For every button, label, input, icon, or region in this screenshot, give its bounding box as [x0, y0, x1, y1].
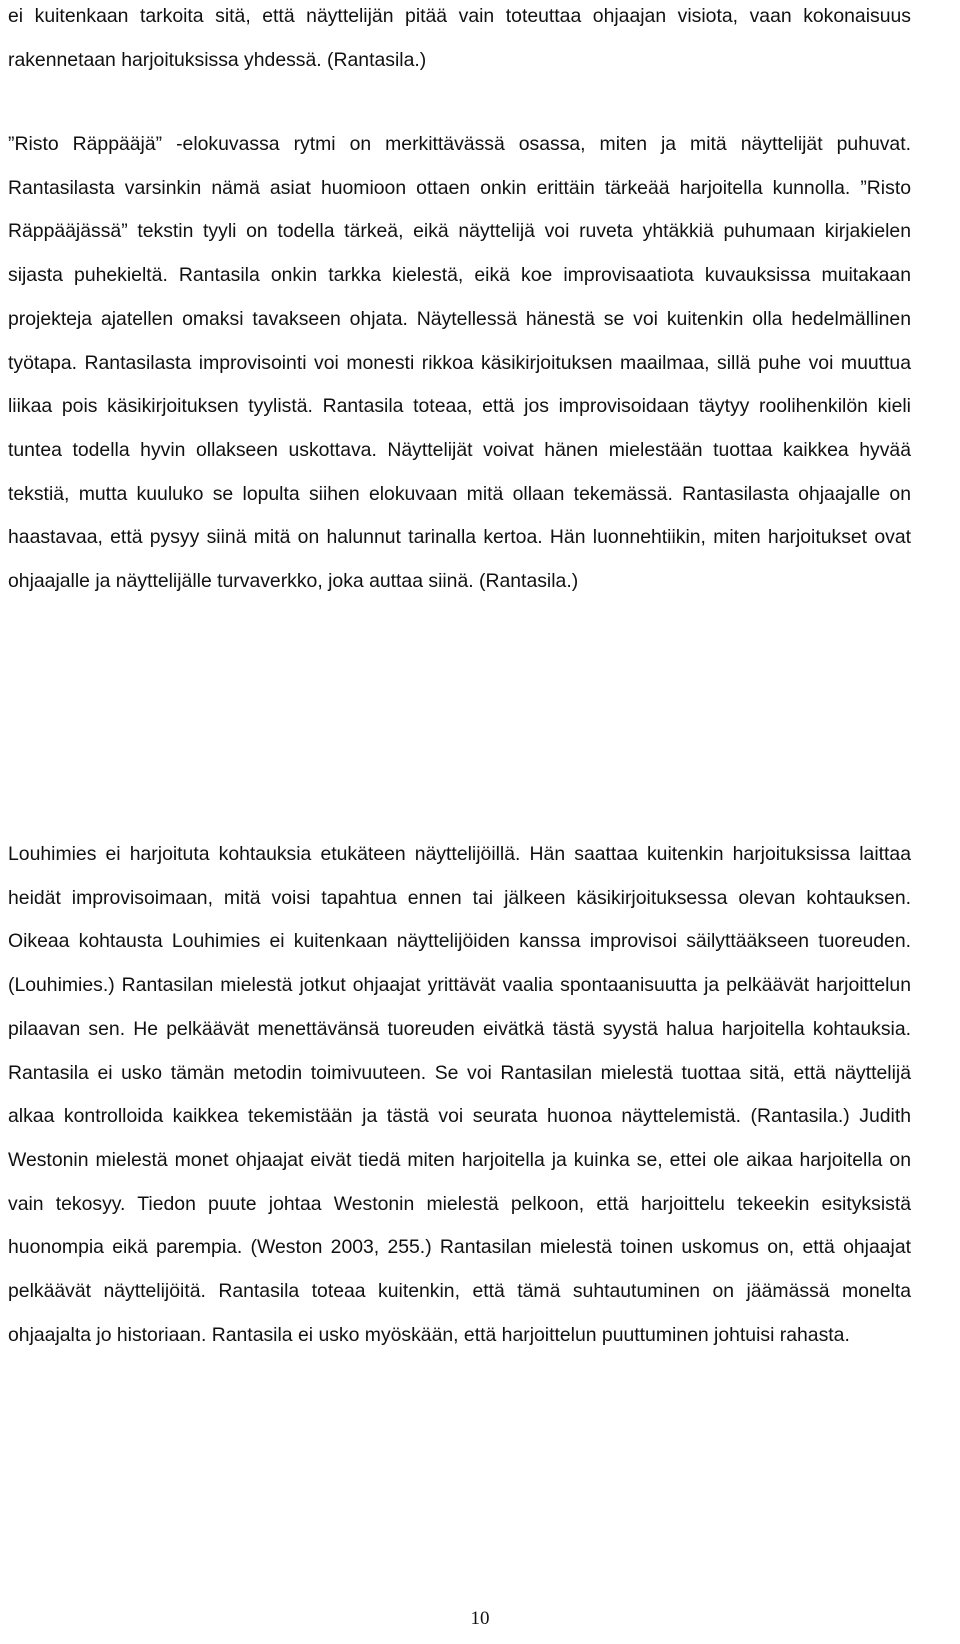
- page-number: 10: [470, 1608, 490, 1629]
- paragraph-3: Louhimies ei harjoituta kohtauksia etukäteen näyttelijöillä. Hän saattaa kuitenkin harjoituksissa laittaa heidät improvisoimaan, mitä voisi tapahtua ennen tai jälkeen käsikirjoituksessa olevan kohtauksen. Oikeaa kohtausta Louhimies ei kuitenkaan näyttelijöiden kanssa improvisoi säilyttääkseen tuoreuden. (Louhimies.) Rantasilan mielestä jotkut ohjaajat yrittävät vaalia spontaanisuutta ja pelkäävät harjoittelun pilaavan sen. He pelkäävät menettävänsä tuoreuden eivätkä tästä syystä halua harjoitella kohtauksia. Rantasila ei usko tämän metodin toimivuuteen. Se voi Rantasilan mielestä tuottaa sitä, että näyttelijä alkaa kontrolloida kaikkea tekemistään ja tästä voi seurata huonoa näyttelemistä. (Rantasila.) Judith Westonin mielestä monet ohjaajat eivät tiedä miten harjoitella ja kuinka se, ettei ole aikaa harjoitella on vain tekosyy. Tiedon puute johtaa Westonin mielestä pelkoon, että harjoittelu tekeekin esityksistä huonompia eikä parempia. (Weston 2003, 255.) Rantasilan mielestä toinen uskomus on, että ohjaajat pelkäävät näyttelijöitä. Rantasila toteaa kuitenkin, että tämä suhtautuminen on jäämässä monelta ohjaajalta jo historiaan. Rantasila ei usko myöskään, että harjoittelun puuttuminen johtuisi rahasta.: [8, 843, 911, 1346]
- paragraph-2: ”Risto Räppääjä” -elokuvassa rytmi on merkittävässä osassa, miten ja mitä näyttelijät puhuvat. Rantasilasta varsinkin nämä asiat huomioon ottaen onkin erittäin tärkeää harjoitella kunnolla. ”Risto Räppääjässä” tekstin tyyli on todella tärkeä, eikä näyttelijä voi ruveta yhtäkkiä puhumaan kirjakielen sijasta puhekieltä. Rantasila onkin tarkka kielestä, eikä koe improvisaatiota kuvauksissa muitakaan projekteja ajatellen omaksi tavakseen ohjata. Näytellessä hänestä se voi kuitenkin olla hedelmällinen työtapa. Rantasilasta improvisointi voi monesti rikkoa käsikirjoituksen maailmaa, sillä puhe voi muuttua liikaa pois käsikirjoituksen tyylistä. Rantasila toteaa, että jos improvisoidaan täytyy roolihenkilön kieli tuntea todella hyvin ollakseen uskottava. Näyttelijät voivat hänen mielestään tuottaa kaikkea hyvää tekstiä, mutta kuuluko se lopulta siihen elokuvaan mitä ollaan tekemässä. Rantasilasta ohjaajalle on haastavaa, että pysyy siinä mitä on halunnut tarinalla kertoa. Hän luonnehtiikin, miten harjoitukset ovat ohjaajalle ja näyttelijälle turvaverkko, joka auttaa siinä. (Rantasila.): [8, 133, 911, 593]
- paragraph-1: ei kuitenkaan tarkoita sitä, että näyttelijän pitää vain toteuttaa ohjaajan visiota, vaan kokonaisuus rakennetaan harjoituksissa yhdessä. (Rantasila.): [8, 5, 911, 71]
